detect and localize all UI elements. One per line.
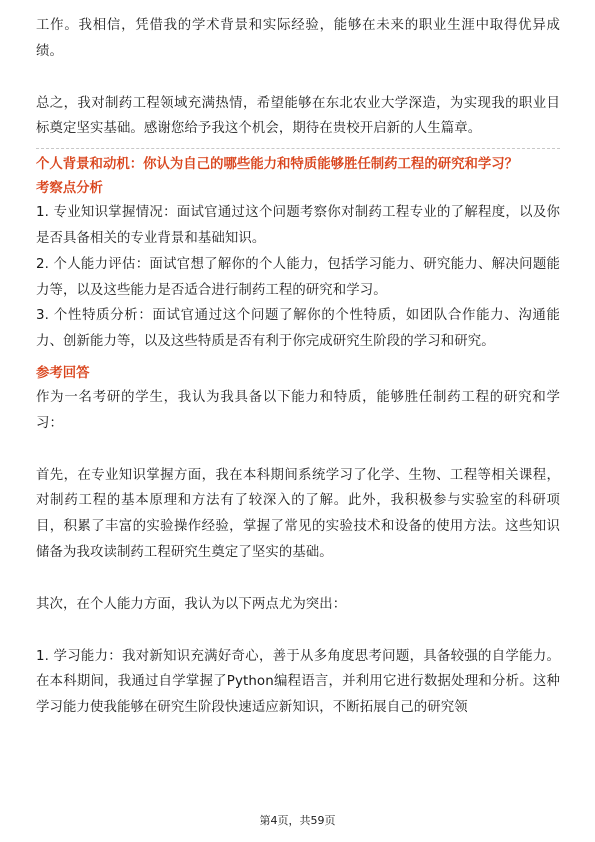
analysis-item-3: 3. 个性特质分析：面试官通过这个问题了解你的个性特质，如团队合作能力、沟通能力、创新能力等，以及这些特质是否有利于你完成研究生阶段的学习和研究。 bbox=[36, 308, 560, 350]
spacer bbox=[36, 437, 560, 463]
spacer bbox=[36, 65, 560, 91]
spacer bbox=[36, 355, 560, 362]
answer-paragraph-4: 1. 学习能力：我对新知识充满好奇心，善于从多角度思考问题，具备较强的自学能力。在本科期间，我通过自学掌握了Python编程语言，并利用它进行数据处理和分析。这种学习能力使我能够在研究生阶段快速适应新知识，不断拓展自己的研究领 bbox=[36, 648, 560, 716]
page-content bbox=[36, 13, 560, 721]
answer-paragraph-1: 作为一名考研的学生，我认为我具备以下能力和特质，能够胜任制药工程的研究和学习： bbox=[36, 389, 560, 431]
spacer bbox=[36, 618, 560, 644]
intro-paragraph-2: 总之，我对制药工程领域充满热情，希望能够在东北农业大学深造，为实现我的职业目标奠定坚实基础。感谢您给予我这个机会，期待在贵校开启新的人生篇章。 bbox=[36, 95, 560, 137]
page-number: 第4页，共59页 bbox=[259, 814, 336, 827]
intro-paragraph-1: 工作。我相信，凭借我的学术背景和实际经验，能够在未来的职业生涯中取得优异成绩。 bbox=[36, 18, 560, 59]
analysis-item-2: 2. 个人能力评估：面试官想了解你的个人能力，包括学习能力、研究能力、解决问题能力等，以及这些能力是否适合进行制药工程的研究和学习。 bbox=[36, 256, 560, 298]
spacer bbox=[36, 566, 560, 592]
question-divider bbox=[36, 148, 560, 149]
answer-heading: 参考回答 bbox=[36, 365, 90, 381]
analysis-heading: 考察点分析 bbox=[36, 181, 103, 197]
question-title: 个人背景和动机：你认为自己的哪些能力和特质能够胜任制药工程的研究和学习？ bbox=[36, 157, 519, 173]
answer-paragraph-3: 其次，在个人能力方面，我认为以下两点尤为突出： bbox=[36, 596, 347, 612]
analysis-item-1: 1. 专业知识掌握情况：面试官通过这个问题考察你对制药工程专业的了解程度，以及你是否具备相关的专业背景和基础知识。 bbox=[36, 205, 560, 246]
answer-paragraph-2: 首先，在专业知识掌握方面，我在本科期间系统学习了化学、生物、工程等相关课程，对制药工程的基本原理和方法有了较深入的了解。此外，我积极参与实验室的科研项目，积累了丰富的实验操作经验，掌握了常见的实验技术和设备的使用方法。这些知识储备为我攻读制药工程研究生奠定了坚实的基础。 bbox=[36, 467, 560, 560]
